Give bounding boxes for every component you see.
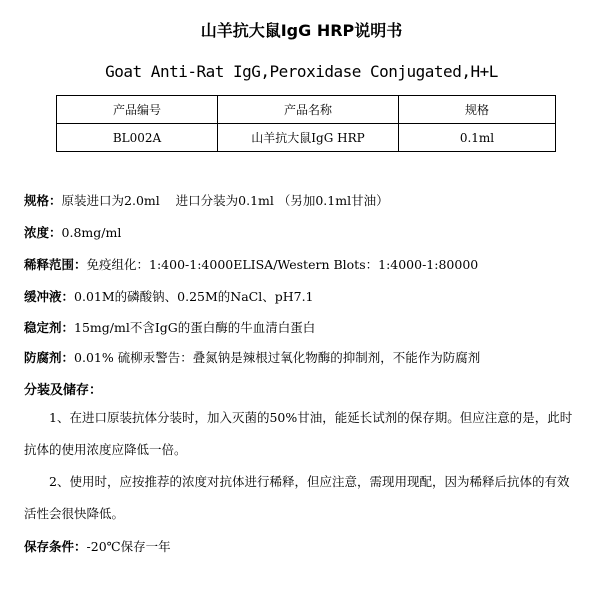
spec-concentration-label: 浓度： [24, 225, 62, 240]
cell-product-code: BL002A [57, 124, 218, 152]
spec-stabilizer-label: 稳定剂： [24, 320, 75, 335]
spec-dilution-label: 稀释范围： [24, 257, 87, 272]
header-product-name: 产品名称 [218, 96, 399, 124]
storage-conditions-value: -20℃保存一年 [86, 539, 171, 554]
storage-conditions-label: 保存条件： [24, 539, 87, 554]
spec-size-label: 规格： [24, 193, 62, 208]
spec-concentration [24, 223, 121, 241]
spec-stabilizer-value: 15mg/ml不含IgG的蛋白酶的牛血清白蛋白 [74, 320, 316, 335]
spec-buffer-value: 0.01M的磷酸钠、0.25M的NaCl、pH7.1 [74, 289, 314, 304]
spec-concentration-value: 0.8mg/ml [61, 225, 122, 240]
storage-conditions [24, 537, 171, 555]
table-header-row [57, 96, 556, 124]
product-table [56, 95, 556, 152]
spec-size-value: 原装进口为2.0ml 进口分装为0.1ml （另加0.1ml甘油） [61, 193, 389, 208]
header-specification: 规格 [399, 96, 556, 124]
table-row [57, 124, 556, 152]
spec-dilution [24, 255, 478, 273]
spec-stabilizer [24, 318, 315, 336]
cell-product-name: 山羊抗大鼠IgG HRP [218, 124, 399, 152]
spec-preservative-value: 0.01% 硫柳汞警告：叠氮钠是辣根过氧化物酶的抑制剂，不能作为防腐剂 [74, 350, 481, 365]
storage-note-2: 2、使用时，应按推荐的浓度对抗体进行稀释，但应注意，需现用现配，因为稀释后抗体的有效活性会很快降低。 [24, 474, 570, 521]
header-product-code: 产品编号 [57, 96, 218, 124]
document-title-chinese: 山羊抗大鼠IgG HRP说明书 [200, 21, 403, 40]
document-title-english: Goat Anti-Rat IgG,Peroxidase Conjugated,H+L [105, 62, 498, 81]
spec-buffer-label: 缓冲液： [24, 289, 75, 304]
storage-heading: 分装及储存： [24, 383, 103, 398]
spec-dilution-value: 免疫组化：1:400-1:4000ELISA/Western Blots：1:4000-1:80000 [86, 257, 479, 272]
spec-preservative-label: 防腐剂： [24, 350, 75, 365]
spec-preservative [24, 348, 480, 366]
spec-size [24, 191, 389, 209]
cell-specification: 0.1ml [399, 124, 556, 152]
storage-note-1: 1、在进口原装抗体分装时，加入灭菌的50%甘油，能延长试剂的保存期。但应注意的是，此时抗体的使用浓度应降低一倍。 [24, 410, 573, 457]
spec-buffer [24, 287, 314, 305]
